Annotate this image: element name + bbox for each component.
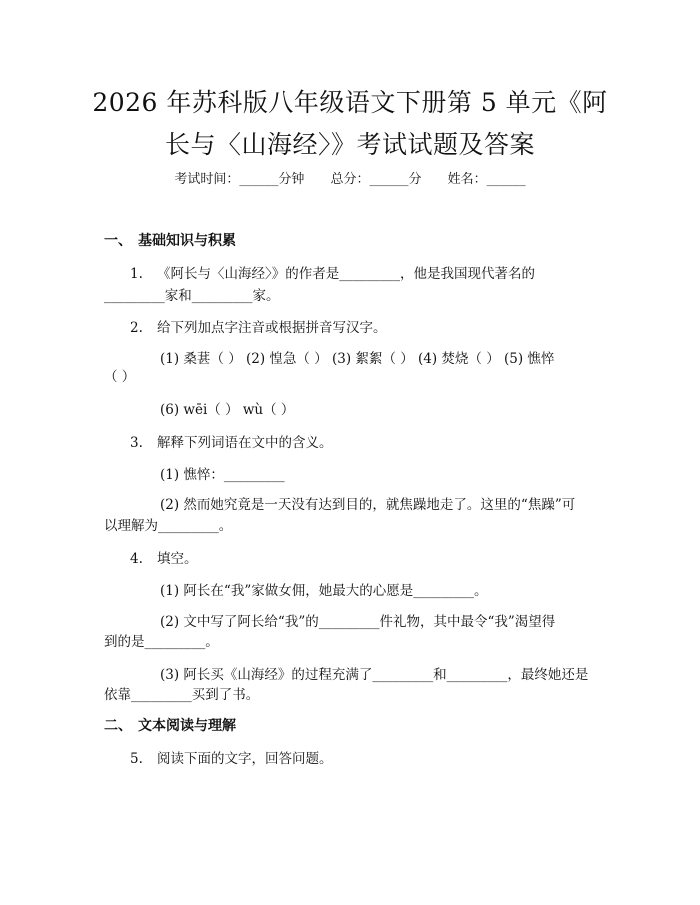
question-1: 1. 《阿长与〈山海经〉》的作者是_________，他是我国现代著名的 [130,266,535,282]
question-4-sub-2-continued: 到的是_________。 [104,634,219,650]
question-3-sub-2: (2) 然而她究竟是一天没有达到目的，就焦躁地走了。这里的“焦躁”可 [160,497,576,513]
total-score: 总分：______分 [330,172,422,187]
title-line-2: 长与〈山海经〉》考试试题及答案 [164,130,535,159]
title-line-1: 2026 年苏科版八年级语文下册第 5 单元《阿 [92,88,608,117]
question-5: 5. 阅读下面的文字，回答问题。 [130,751,333,767]
question-2-sub-2: (6) wēi（ ） wù（ ） [160,402,295,418]
question-4: 4. 填空。 [130,551,198,567]
section-heading: 二、 文本阅读与理解 [104,718,236,734]
question-2-sub-1: (1) 桑葚（ ） (2) 惶急（ ） (3) 絮絮（ ） (4) 焚烧（ ） (5) 憔悴 [160,351,555,367]
section-heading: 一、 基础知识与积累 [104,233,236,249]
question-2-sub-1-continued: （ ） [104,369,136,385]
question-3: 3. 解释下列词语在文中的含义。 [130,435,333,451]
question-4-sub-1: (1) 阿长在“我”家做女佣，她最大的心愿是_________。 [160,583,488,599]
exam-time: 考试时间：______分钟 [174,172,305,187]
question-3-sub-2-continued: 以理解为_________。 [104,518,233,534]
question-3-sub-1: (1) 憔悴：_________ [160,467,285,483]
exam-title [60,82,640,166]
question-1-continued: _________家和_________家。 [104,288,280,304]
question-4-sub-3: (3) 阿长买《山海经》的过程充满了_________和_________，最终她还是 [160,667,589,683]
question-4-sub-3-continued: 依靠_________买到了书。 [104,687,260,703]
exam-meta [0,168,700,187]
student-name: 姓名：______ [447,172,526,187]
question-2: 2. 给下列加点字注音或根据拼音写汉字。 [130,320,387,336]
question-4-sub-2: (2) 文中写了阿长给“我”的_________件礼物，其中最令“我”渴望得 [160,614,556,630]
